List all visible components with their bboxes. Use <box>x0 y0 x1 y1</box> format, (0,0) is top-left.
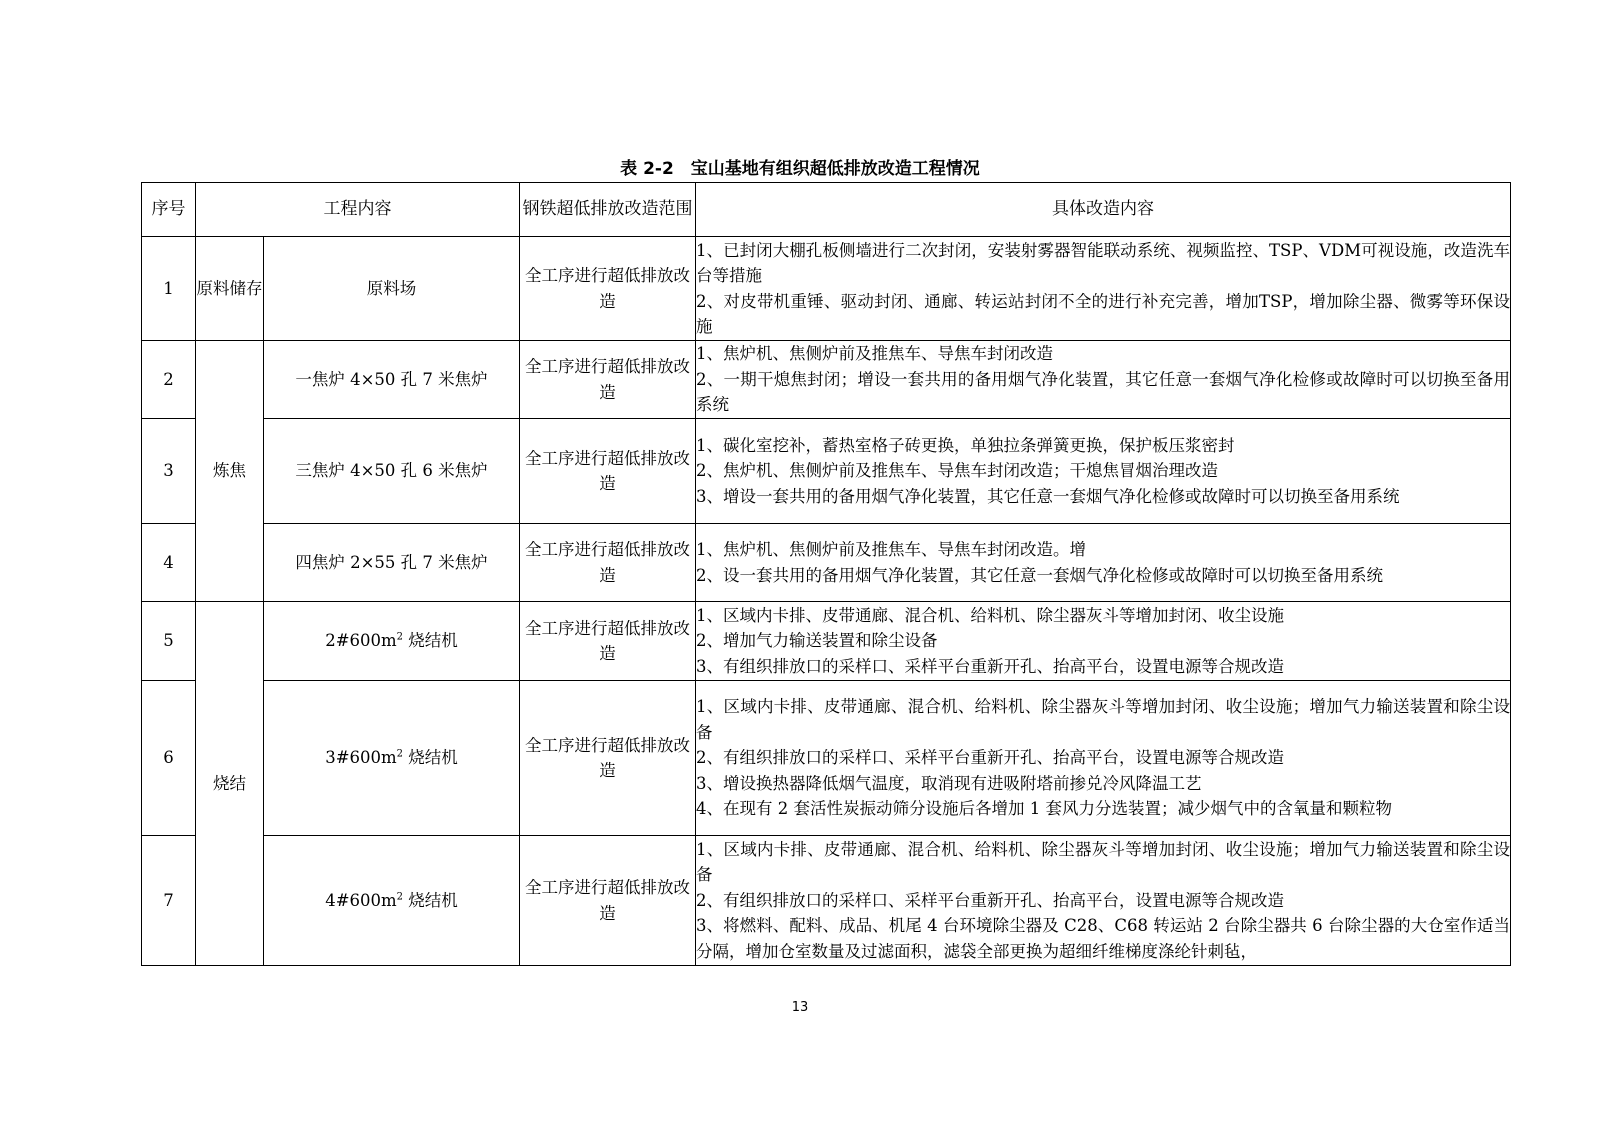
header-seq: 序号 <box>142 183 196 237</box>
row-detail <box>696 681 1511 836</box>
detail-line: 3、增设一套共用的备用烟气净化装置，其它任意一套烟气净化检修或故障时可以切换至备用系统 <box>696 486 1400 506</box>
row-detail <box>696 836 1511 966</box>
project-suffix: 烧结机 <box>403 631 458 651</box>
header-scope: 钢铁超低排放改造范围 <box>520 183 696 237</box>
row-project: 一焦炉 4×50 孔 7 米焦炉 <box>264 341 520 419</box>
detail-line: 1、区域内卡排、皮带通廊、混合机、给料机、除尘器灰斗等增加封闭、收尘设施；增加气力输送装置和除尘设备 <box>696 839 1510 885</box>
row-detail <box>696 524 1511 602</box>
group-label-sintering: 烧结 <box>196 602 264 966</box>
row-scope: 全工序进行超低排放改造 <box>520 237 696 341</box>
row-seq: 2 <box>142 341 196 419</box>
row-scope: 全工序进行超低排放改造 <box>520 419 696 524</box>
superscript: 2 <box>396 631 404 643</box>
row-seq: 5 <box>142 602 196 681</box>
table-row <box>142 836 1511 966</box>
table-header-row <box>142 183 1511 237</box>
detail-line: 2、对皮带机重锤、驱动封闭、通廊、转运站封闭不全的进行补充完善，增加TSP，增加除尘器、微雾等环保设施 <box>696 291 1510 336</box>
row-seq: 6 <box>142 681 196 836</box>
table-row <box>142 602 1511 681</box>
detail-line: 1、已封闭大棚孔板侧墙进行二次封闭，安装射雾器智能联动系统、视频监控、TSP、VDM可视设施，改造洗车台等措施 <box>696 240 1510 285</box>
table-row <box>142 681 1511 836</box>
detail-line: 3、有组织排放口的采样口、采样平台重新开孔、抬高平台，设置电源等合规改造 <box>696 656 1284 676</box>
detail-line: 1、焦炉机、焦侧炉前及推焦车、导焦车封闭改造 <box>696 344 1053 364</box>
detail-line: 1、焦炉机、焦侧炉前及推焦车、导焦车封闭改造。增 <box>696 540 1086 559</box>
detail-line: 2、增加气力输送装置和除尘设备 <box>696 631 938 651</box>
renovation-table <box>141 182 1511 966</box>
superscript: 2 <box>396 748 404 760</box>
detail-line: 2、有组织排放口的采样口、采样平台重新开孔、抬高平台，设置电源等合规改造 <box>696 890 1284 910</box>
detail-line: 2、设一套共用的备用烟气净化装置，其它任意一套烟气净化检修或故障时可以切换至备用系统 <box>696 565 1383 585</box>
row-project <box>264 681 520 836</box>
row-scope: 全工序进行超低排放改造 <box>520 836 696 966</box>
project-suffix: 烧结机 <box>403 748 458 768</box>
row-scope: 全工序进行超低排放改造 <box>520 602 696 681</box>
row-project: 四焦炉 2×55 孔 7 米焦炉 <box>264 524 520 602</box>
row-project <box>264 836 520 966</box>
detail-line: 4、在现有 2 套活性炭振动筛分设施后各增加 1 套风力分选装置；减少烟气中的含氧量和颗粒物 <box>696 799 1392 819</box>
row-project: 原料场 <box>264 237 520 341</box>
table-caption: 表 2-2 宝山基地有组织超低排放改造工程情况 <box>620 159 980 179</box>
row-scope: 全工序进行超低排放改造 <box>520 524 696 602</box>
project-suffix: 烧结机 <box>403 890 458 910</box>
detail-line: 3、增设换热器降低烟气温度，取消现有进吸附塔前掺兑冷风降温工艺 <box>696 773 1202 793</box>
group-label-coking: 炼焦 <box>196 341 264 602</box>
header-detail: 具体改造内容 <box>696 183 1511 237</box>
detail-line: 2、焦炉机、焦侧炉前及推焦车、导焦车封闭改造；干熄焦冒烟治理改造 <box>696 461 1218 481</box>
row-scope: 全工序进行超低排放改造 <box>520 681 696 836</box>
project-name: 4#600m <box>325 890 397 910</box>
table-row <box>142 419 1511 524</box>
table-row <box>142 237 1511 341</box>
table-row <box>142 341 1511 419</box>
row-scope: 全工序进行超低排放改造 <box>520 341 696 419</box>
detail-line: 3、将燃料、配料、成品、机尾 4 台环境除尘器及 C28、C68 转运站 2 台除尘器共 6 台除尘器的大仓室作适当分隔，增加仓室数量及过滤面积，滤袋全部更换为超细纤维梯度涤纶针刺毡， <box>696 916 1510 961</box>
project-name: 2#600m <box>325 631 397 651</box>
detail-line: 1、碳化室挖补，蓄热室格子砖更换，单独拉条弹簧更换，保护板压浆密封 <box>696 435 1235 455</box>
page-number: 13 <box>791 1000 809 1015</box>
detail-line: 1、区域内卡排、皮带通廊、混合机、给料机、除尘器灰斗等增加封闭、收尘设施；增加气力输送装置和除尘设备 <box>696 697 1510 742</box>
row-seq: 3 <box>142 419 196 524</box>
row-seq: 4 <box>142 524 196 602</box>
row-detail <box>696 237 1511 341</box>
detail-line: 2、一期干熄焦封闭；增设一套共用的备用烟气净化装置，其它任意一套烟气净化检修或故障时可以切换至备用系统 <box>696 369 1510 415</box>
row-seq: 1 <box>142 237 196 341</box>
row-project <box>264 602 520 681</box>
row-detail <box>696 341 1511 419</box>
superscript: 2 <box>396 891 404 903</box>
row-project: 三焦炉 4×50 孔 6 米焦炉 <box>264 419 520 524</box>
table-row <box>142 524 1511 602</box>
header-project: 工程内容 <box>196 183 520 237</box>
detail-line: 1、区域内卡排、皮带通廊、混合机、给料机、除尘器灰斗等增加封闭、收尘设施 <box>696 605 1284 625</box>
row-seq: 7 <box>142 836 196 966</box>
detail-line: 2、有组织排放口的采样口、采样平台重新开孔、抬高平台，设置电源等合规改造 <box>696 748 1284 768</box>
row-detail <box>696 419 1511 524</box>
project-name: 3#600m <box>325 748 397 768</box>
row-detail <box>696 602 1511 681</box>
group-label-raw-material: 原料储存 <box>196 237 264 341</box>
